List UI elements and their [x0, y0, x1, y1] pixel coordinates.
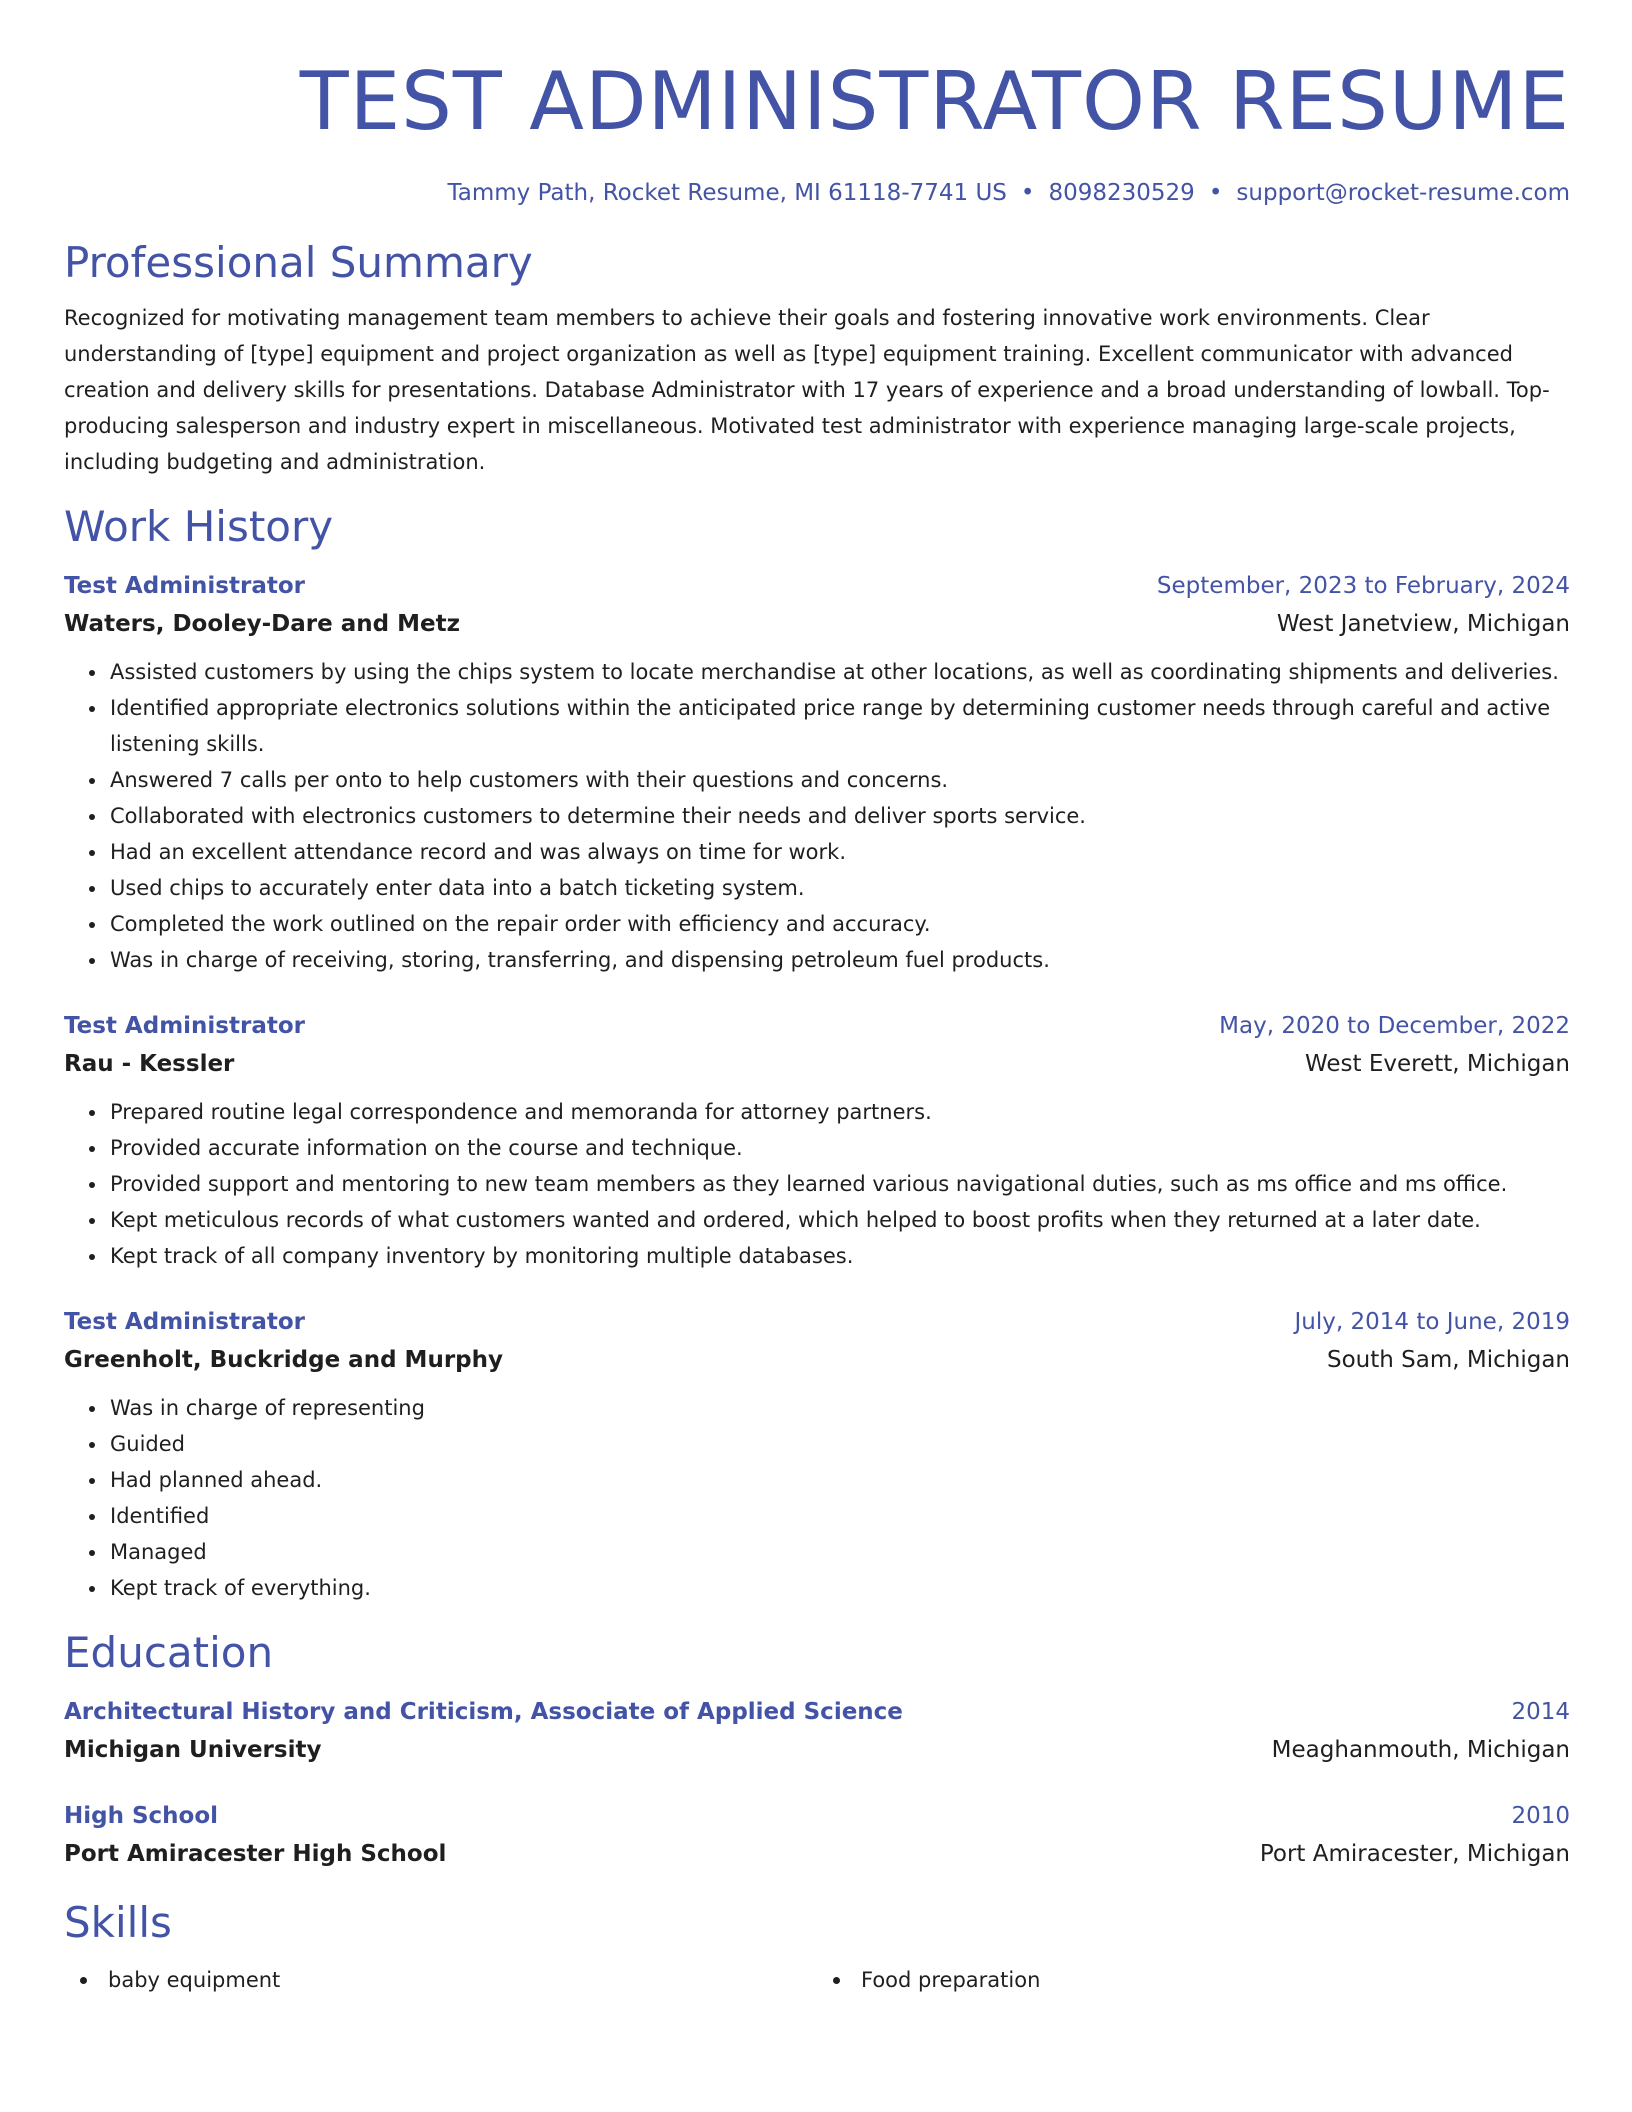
- list-item: • Kept track of all company inventory by monitoring multiple databases.: [108, 1238, 1570, 1274]
- resume-page: [64, 52, 1570, 1998]
- job-title: Test Administrator: [64, 1309, 305, 1335]
- job-duties-list: [64, 1094, 1570, 1274]
- list-item: • Guided: [108, 1426, 1570, 1462]
- list-item: • Kept meticulous records of what customers wanted and ordered, which helped to boost profits when they returned at a later date.: [108, 1202, 1570, 1238]
- school-location: Meaghanmouth, Michigan: [1271, 1737, 1570, 1763]
- list-item: • Provided accurate information on the course and technique.: [108, 1130, 1570, 1166]
- list-item: • Answered 7 calls per onto to help customers with their questions and concerns.: [108, 762, 1570, 798]
- degree-year: 2014: [1511, 1699, 1570, 1725]
- list-item: • Was in charge of representing: [108, 1390, 1570, 1426]
- job-duties-list: [64, 654, 1570, 978]
- job-title-row: [64, 568, 1570, 604]
- job-entry: [64, 568, 1570, 978]
- summary-text: Recognized for motivating management team members to achieve their goals and fostering innovative work environments. Clear understanding of [type] equipment and project organization as well as [type] equipment training. Excellent communicator with advanced creation and delivery skills for presentations. Database Administrator with 17 years of experience and a broad understanding of lowball. Top-producing salesperson and industry expert in miscellaneous. Motivated test administrator with experience managing large-scale projects, including budgeting and administration.: [64, 306, 1550, 474]
- section-heading-education: Education: [64, 1628, 274, 1677]
- list-item: • Collaborated with electronics customers to determine their needs and deliver sports service.: [108, 798, 1570, 834]
- degree-title: Architectural History and Criticism, Associate of Applied Science: [64, 1699, 903, 1725]
- job-dates: July, 2014 to June, 2019: [1294, 1309, 1570, 1335]
- list-item: • Prepared routine legal correspondence and memoranda for attorney partners.: [108, 1094, 1570, 1130]
- school-location: Port Amiracester, Michigan: [1259, 1841, 1570, 1867]
- school-name: Port Amiracester High School: [64, 1841, 447, 1867]
- contact-phone: 8098230529: [1048, 180, 1195, 206]
- job-entry: [64, 1008, 1570, 1274]
- job-title-row: [64, 1008, 1570, 1044]
- job-entry: [64, 1304, 1570, 1606]
- education-entry: [64, 1694, 1570, 1770]
- skill-item: baby equipment: [64, 1962, 817, 1998]
- degree-row: [64, 1694, 1570, 1730]
- job-location: West Everett, Michigan: [1304, 1051, 1570, 1077]
- section-heading-summary: Professional Summary: [64, 238, 533, 287]
- job-title: Test Administrator: [64, 1013, 305, 1039]
- job-company-row: [64, 1340, 1570, 1380]
- list-item: • Kept track of everything.: [108, 1570, 1570, 1606]
- degree-year: 2010: [1511, 1803, 1570, 1829]
- contact-address: Tammy Path, Rocket Resume, MI 61118-7741 US: [447, 180, 1007, 206]
- list-item: • Used chips to accurately enter data into a batch ticketing system.: [108, 870, 1570, 906]
- school-name: Michigan University: [64, 1737, 322, 1763]
- job-company-row: [64, 1044, 1570, 1084]
- list-item: • Assisted customers by using the chips system to locate merchandise at other locations, as well as coordinating shipments and deliveries.: [108, 654, 1570, 690]
- school-row: [64, 1834, 1570, 1874]
- list-item: • Provided support and mentoring to new team members as they learned various navigational duties, such as ms office and ms office.: [108, 1166, 1570, 1202]
- work-history-section: [64, 500, 1570, 1606]
- contact-line: [64, 178, 1570, 208]
- degree-row: [64, 1798, 1570, 1834]
- list-item: • Was in charge of receiving, storing, transferring, and dispensing petroleum fuel products.: [108, 942, 1570, 978]
- skill-item: Food preparation: [817, 1962, 1570, 1998]
- summary-section: [64, 236, 1570, 480]
- list-item: • Managed: [108, 1534, 1570, 1570]
- school-row: [64, 1730, 1570, 1770]
- degree-title: High School: [64, 1803, 219, 1829]
- job-company-row: [64, 604, 1570, 644]
- education-section: [64, 1626, 1570, 1874]
- job-company: Greenholt, Buckridge and Murphy: [64, 1347, 503, 1373]
- skills-list: [64, 1962, 1570, 1998]
- contact-separator: •: [1208, 180, 1223, 206]
- list-item: • Had planned ahead.: [108, 1462, 1570, 1498]
- job-duties-list: [64, 1390, 1570, 1606]
- job-title-row: [64, 1304, 1570, 1340]
- section-heading-work-history: Work History: [64, 502, 334, 551]
- job-dates: May, 2020 to December, 2022: [1219, 1013, 1570, 1039]
- job-location: South Sam, Michigan: [1327, 1347, 1570, 1373]
- section-heading-skills: Skills: [64, 1898, 172, 1947]
- job-title: Test Administrator: [64, 573, 305, 599]
- list-item: • Completed the work outlined on the repair order with efficiency and accuracy.: [108, 906, 1570, 942]
- job-company: Rau - Kessler: [64, 1051, 235, 1077]
- education-entry: [64, 1798, 1570, 1874]
- resume-name: TEST ADMINISTRATOR RESUME: [299, 55, 1570, 148]
- list-item: • Had an excellent attendance record and was always on time for work.: [108, 834, 1570, 870]
- list-item: • Identified: [108, 1498, 1570, 1534]
- skills-section: [64, 1896, 1570, 1998]
- job-company: Waters, Dooley-Dare and Metz: [64, 611, 460, 637]
- job-dates: September, 2023 to February, 2024: [1156, 573, 1570, 599]
- list-item: • Identified appropriate electronics solutions within the anticipated price range by determining customer needs through careful and active listening skills.: [108, 690, 1570, 762]
- contact-email: support@rocket-resume.com: [1236, 180, 1570, 206]
- job-location: West Janetview, Michigan: [1276, 611, 1570, 637]
- contact-separator: •: [1020, 180, 1035, 206]
